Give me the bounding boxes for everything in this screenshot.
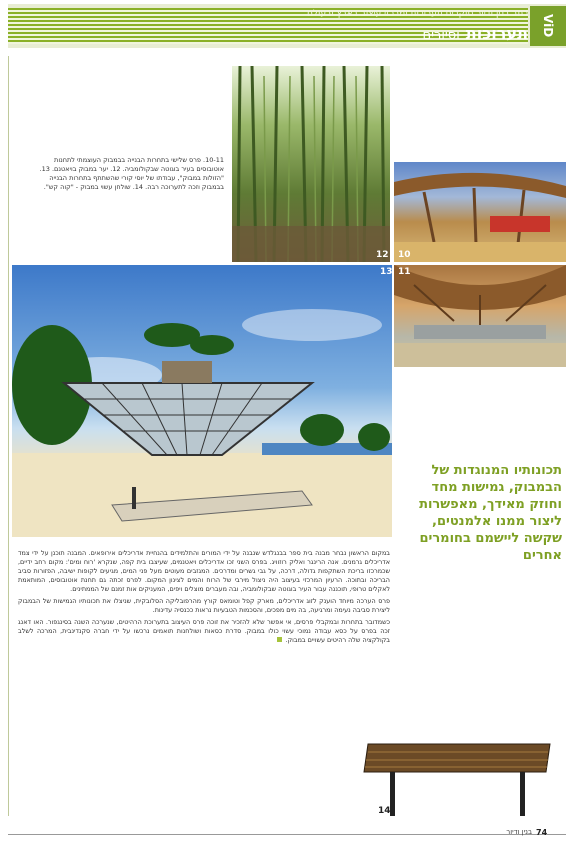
figure-number-11: 11: [398, 267, 411, 277]
page-footer: [8, 826, 566, 844]
pavilion-illustration: [12, 265, 392, 537]
pull-quote: תכונותיו המנוגדות של הבמבוק, גמישות מחד וחוזק מאידך, מאפשרות ליצור ממנו אלמנטים, שקשה ליישמם בחומרים אחרים: [419, 463, 562, 563]
body-paragraph: פרס הערכה מיוחד הוענק לזוג אדריכלים, מארק קפל וטומאס קורץ מהרפובליקה הסלובקית, שניצלו את תכונותיו הגמישות של הבמבוק ליצירת סביבה נעימה ומרגיעה, בה מים מפכים, והסכמות הטבעיות נראות ככנסיה עדינות.: [18, 597, 390, 614]
end-mark-icon: [277, 637, 282, 642]
page-header: [8, 4, 566, 48]
body-paragraph: [18, 618, 390, 645]
figure-number-10: 10: [398, 250, 411, 260]
bus-station-illustration: [394, 162, 566, 262]
figure-number-14: 14: [378, 806, 391, 816]
caption-12: 12. יער במבוק בויאטנם.: [51, 165, 121, 173]
figure-captions: [28, 156, 224, 206]
caption-13: 13. "הזולות במבוק", עבודתו של יוסי קורי שהשתתף בתחרות הבנייה בבמבוק וזכה לתערוכה רבה.: [39, 165, 224, 191]
station-interior-illustration: [394, 265, 566, 367]
photo-bamboo-pavilion-render: [12, 265, 392, 537]
article-body: [18, 549, 390, 715]
caption-14: 14. שולחן עשוי במבוק - "קוה קש".: [43, 183, 144, 191]
section-title-sub: וסיורים: [422, 28, 460, 43]
header-tagline: כתב בנין ודיור סוקרים תערוכות ומרכזי עיצוב בארץ ובעולם: [306, 9, 528, 19]
caption-10-11: 10-11. פרס שלישי בתחרות הבנייה בבמבוק העוצמתי לתחנות אוטובוסים בעיר בוגוטה שבקולומביה.: [54, 156, 224, 173]
left-margin-rule: [8, 56, 9, 816]
photo-bus-station-interior: [394, 265, 566, 367]
body-paragraph: במקום הראשון נבחר מבנה בית ספר בבנגלדש שנבנה על ידי המורים והתלמידים בהנחיית אדריכלים אירופאים. המבנה תוכנן על ידי צמד אדריכלים גרמנים. אנה הרינגר ואליק רוזוויג. בפרס השני זכו אדריכלים ויאטנמים, שעיצבו בית קפה, שנקרא 'רוח ומים': מקום רחב ידיים, שכמרכזו בריכת השתקפות גדולה, דרכה, על גבי גשרים ומדרכים. המגזבים מעוטים מעל פני המים, מגיעים לקופות ישיבה, הפזורות סביב הבריכה ובתוכה. הרעיון המרכזי בעיצוב היה ניצול מירבי של הרוח והמים לצינון המקום. לפרס זכתה גם תחנת אוטובוסים, המותאמת לאקלים טרופי, תוכננה עבור העיר בוגוטה שבקולומביה, ובה מעברים מוצלים ויפים, המעניקים אות זמנם של הממתינים.: [18, 549, 390, 593]
section-title-main: תערוכות: [465, 24, 528, 43]
page-number: 74: [536, 828, 548, 837]
photo-bamboo-forest: [232, 66, 390, 262]
section-title: [318, 24, 528, 46]
body-paragraph-text: כשמדובר בתחרות ובמקבלי פרסים, אי אפשר שלא להזכיר את זוכה פרס העיצוב בתערוכת הרהיטים, שנערכה השנה בסינגפור. האו דאנג זכה בפרס על כסא עבודה נמוכי עשוי כולו במבוק. סדרת כסאות ושולחנות תואמים נרכשו על ידי חברה סקנדינבית, המרכה לשלב בקולקציה שלה רהיטים עשויים במבוק.: [18, 618, 390, 644]
figure-number-12: 12: [376, 250, 389, 260]
magazine-logo: ViD: [530, 6, 566, 46]
figure-number-13: 13: [380, 267, 393, 277]
photo-bus-station-exterior: [394, 162, 566, 262]
footer-magazine-name: בנין ודיור: [506, 828, 532, 836]
bamboo-forest-illustration: [232, 66, 390, 262]
